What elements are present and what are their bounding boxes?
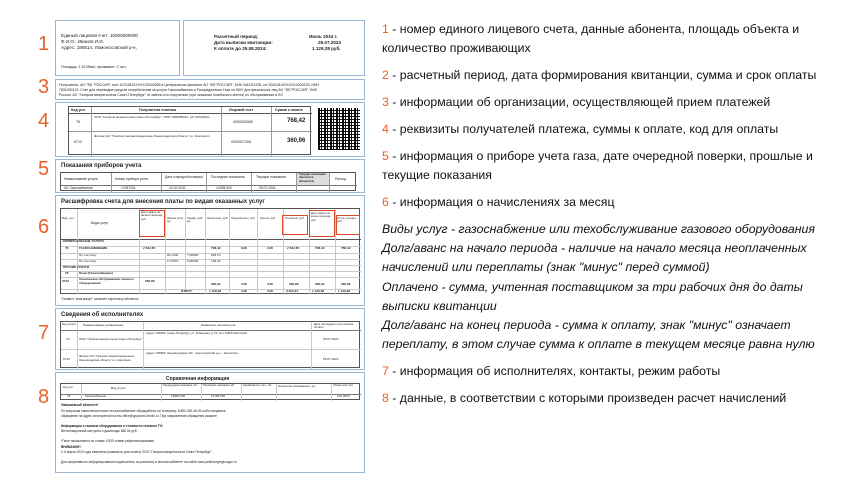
ch-r1-benefits: 0,00 [267,246,274,250]
pay-label: К оплате до 25.08.2024: [214,46,267,51]
legend-item-2 [382,66,842,85]
legend-num-4: 4 [382,122,389,137]
executors-table [60,321,360,368]
ex-r1-name: ООО "Газпром межрегионгаз Санкт-Петербург" [79,337,143,341]
highlight-total [336,215,360,235]
ch-r3-service: По счетчику [79,259,97,263]
ch-r1-total: 768,42 [341,246,351,250]
ref-col-volume: Объем услуг, м3 [333,384,353,387]
ch-total-paid: 3 003,31 [286,289,299,293]
row1-recipient: ООО "Газпром межрегионгаз Санкт-Петербург", ИНН 7838056212, р/с 40702810... [94,115,212,119]
ch-total-charged: 1 129,38 [209,289,222,293]
ex-col-info: Реквизиты исполнителя [201,323,236,327]
issue-value: 29.07.2024 [318,40,341,45]
period-value: Июль 2024 г. [309,34,338,39]
ch-total-benefits: 0,00 [267,289,274,293]
pay-value: 1 129,38 руб. [312,46,341,51]
notice-line-2: обращение на адрес электронной почты office@gazprom-lenobl.ru. При направлении обращения укажите [61,414,217,418]
ex-r2-info: Адрес: 188480, Ленинградская обл., Кингисеппский р-н, г. Кингисепп... [146,351,241,355]
ch-col-code: Вид. усл. [62,216,75,220]
ref-row-service: Газоснабжение [85,394,107,398]
ch-col-tariff: Тариф, руб/ед. [187,216,203,224]
notice-line-1: По вопросам начисления платы за газоснабжение обращайтесь по телефону: 8-800-302-46-94 либо направьте [61,409,226,413]
notice-line-8: Для оперативного информирования подпишитесь на рассылку в личном кабинете на сайте www.peterburgregiongaz.ru [61,460,237,464]
legend-num-8: 8 [382,390,389,405]
ref-col-last: Последние показания, м3 [203,384,235,387]
legend-item-1 [382,20,842,58]
ch-col-volume: Объем услуг, ед. [167,216,184,224]
charges-title: Расшифровка счета для внесения платы по видам оказанных услуг [61,199,265,205]
ch-r3-tariff: 8,38430 [187,259,199,263]
ch-r1-paid: 2 642,35 [287,246,300,250]
ex-col-date: Дата последнего поступления оплаты [314,322,354,330]
ch-r5-total: 360,96 [341,282,351,286]
legend-text-4: - реквизиты получателей платежа, суммы к оплате, код для оплаты [388,122,779,137]
org-text-2: 7831000122. Счет для переводов средств потребителям за услуги Газоснабжения и Распределения Газа по ЖКУ для физических лиц АО "ФБ"РОССИЯ", БИК [59,88,317,92]
charges-table [60,208,360,294]
col-sum: Сумма к оплате [275,108,304,112]
ref-row-prev: 14800.000 [171,394,186,398]
ch-total-label: ИТОГО: [181,289,193,293]
block-3-organization [55,79,365,100]
ch-r5-recalc: 0,00 [241,282,248,286]
legend-num-2: 2 [382,68,389,83]
highlight-paid [282,215,308,235]
ch-section: КОММУНАЛЬНЫЕ УСЛУГИ [63,239,104,243]
notice-line-3: Информация о газовом оборудовании и стоимости газового ТО: [61,424,164,428]
charges-note: *Символ "знак минус" означает переплату абонента. [61,297,140,301]
row1-code: 76 [76,120,80,124]
meters-title: Показания приборов учета [61,163,142,169]
ch-r5-benefits: 0,00 [267,282,274,286]
block-8-reference [55,372,365,473]
ref-col-prev: Предыдущие показания, м3 [163,384,197,387]
ref-row-code: 76 [67,394,71,398]
ch-r5-charged: 360,96 [211,282,221,286]
legend [382,20,842,416]
legend-text-5: - информация о приборе учета газа, дате очередной поверки, прошлые и текущие показания [382,149,813,183]
legend-italic-block [382,220,842,353]
block-1-account [55,20,180,76]
reference-table [60,383,360,400]
col-recipient: Получатели платежа [139,108,177,112]
ex-col-code: Код услуги [62,322,76,326]
legend-num-3: 3 [382,95,389,110]
ex-col-name: Наименование организации [83,323,124,327]
meter-col-service: Наименование услуги [64,177,98,181]
ch-col-debt-start: Долг/ аванс на начало периода, руб. [141,210,163,221]
ch-col-charged: Начислено, руб. [207,216,229,220]
executors-title: Сведения об исполнителях [61,312,144,318]
ch-r2-tariff: 7,60990 [187,253,199,257]
recipients-table [68,106,311,155]
meter-row-current: 05.07.2024 [259,186,276,190]
legend-text-7: - информация об исполнителях, контакты, режим работы [388,363,721,378]
meters-table [60,172,356,191]
meter-col-last: Последние показания [211,175,245,179]
name-line: Ф.И.О.: Иванов И.И. [61,39,104,44]
org-text-1: Получатель: АО "ФБ "РОССИЯ" счет 40702810ХХХХХ0000006 в Центральном филиале АО "ФБ"РОССИЯ", БИК 044ХХХ225, к/с 30101810ХХХХХ0000225, ИНН [59,83,319,87]
ch-col-recalc: Перерасчеты, руб. [231,216,256,220]
ch-r4-code: 76 [65,271,69,275]
ch-r3-charged: 148,26 [211,259,221,263]
legend-item-3 [382,93,842,112]
marker-3: 3 [38,76,50,98]
notice-line-5: *Пени начисляются по ставке 1/300 ставки рефинансирования [61,439,154,443]
row1-sum: 768,42 [287,118,306,124]
address-line: Адрес: 188514, Ломоносовский р-н, [61,45,137,50]
ex-r2-date: 05.07.2024 [323,357,339,361]
block-6-charges [55,195,365,306]
reference-title: Справочная информация [166,376,230,382]
ch-r1-recalc: 0,00 [241,246,248,250]
legend-text-1: - номер единого лицевого счета, данные абонента, площадь объекта и количество проживающих [382,22,800,56]
ex-r1-date: 05.07.2024 [323,337,339,341]
legend-item-7 [382,362,842,381]
ch-col-benefits: Льготы, руб. [260,216,276,220]
legend-italic-2: Долг/аванс на начало периода - наличие на начало месяца неоплаченных начислений или переплаты (знак "минус" перед суммой) [382,241,807,275]
ch-r1-debt-end: 768,42 [315,246,325,250]
ch-total-recalc: 0,00 [241,289,248,293]
block-4-recipients [55,102,365,157]
meter-row-check: 02.02.2032 [169,186,186,190]
area-line: Площадь: 1 М.2Мм2; проживает: 2 чел. [61,65,127,69]
ch-r1-debt-start: 2 642,35 [143,246,156,250]
ch-r1-service: ГАЗОСНАБЖЕНИЕ [79,246,108,250]
ch-r2-charged: 625,10 [211,253,221,257]
ch-section-2: ПРОЧИЕ УСЛУГИ [63,265,90,269]
org-text-3: Россия. АО "Газпром межрегионгаз Санкт-Петербург" от имени и по поручению (при оказании платёжного агента) по обслуживанию в ЛО [59,93,283,97]
meter-row-last: 14788.000 [216,186,232,190]
issue-label: Дата выписки квитанции: [214,40,273,45]
col-code: Код усл. [71,108,86,112]
ch-col-service: Виды услуг [91,221,109,225]
block-5-meters [55,159,365,193]
block-7-executors [55,308,365,370]
marker-7: 7 [38,322,50,344]
ch-r3-volume: 17,5970 [167,259,179,263]
meter-row-number: 17057331 [121,186,136,190]
legend-item-4 [382,120,842,139]
row2-code: 6712 [74,140,82,144]
ref-col-people: Количество проживающих, чел. [278,385,317,388]
ch-r2-volume: 82,1430 [167,253,179,257]
row2-recipient: Филиал АО "Газпром газораспределение Ленинградская область" в г. Кингисепп [94,134,210,138]
ch-total-sum: 1 129,38 [338,289,351,293]
notice-line-4: Вентиляционный контроль и дымоходы 656,04 руб. [61,429,138,433]
legend-italic-3: Оплачено - сумма, учтенная поставщиком за три рабочих дня до даты выписки квитанции [382,279,803,313]
legend-num-1: 1 [382,22,389,36]
notice-title: Уважаемый абонент! [61,403,99,407]
marker-5: 5 [38,158,50,180]
meter-row-service: 06. Газоснабжение [64,186,93,190]
legend-text-3: - информации об организации, осуществляющей прием платежей [388,95,771,110]
legend-italic-1: Виды услуг - газоснабжение или техобслуживание газового оборудования [382,222,815,237]
ex-r2-code: 6712 [63,357,70,361]
ch-r5-code: 6712 [62,279,69,283]
marker-6: 6 [38,216,50,238]
ex-r1-info: Адрес: 196006, Санкт-Петербург, ул. Кубинская, д.73; Тел. 8-800-200-13-60... [146,331,249,335]
ch-r4-service: Пени (Газоснабжение) [79,271,113,275]
highlight-debt-end [309,210,335,237]
marker-1: 1 [38,33,50,55]
meter-col-entered: Текущие показания Заносятся абонентом [299,172,326,183]
ch-col-debt-end: Долг/ аванс на конец периода, руб. [311,211,331,222]
ex-r1-code: 76 [66,337,70,341]
ch-r1-charged: 768,42 [211,246,221,250]
legend-num-5: 5 [382,149,389,164]
period-label: Расчетный период: [214,34,259,39]
ch-total-debt-end: 1 129,38 [312,289,325,293]
receipt-document [55,14,365,474]
highlight-debt-start [139,210,165,237]
ref-row-last: 14788.000 [211,394,226,398]
legend-item-6 [382,193,842,212]
legend-item-5 [382,147,842,185]
row2-sum: 360,96 [287,138,306,144]
meter-col-number: Номер прибора учета [115,177,149,181]
legend-num-7: 7 [382,363,389,378]
ch-r5-debt-start: 360,96 [145,279,155,283]
legend-item-8 [382,389,842,408]
col-account: Лицевой счет [229,108,254,112]
ref-col-code: Код усл. [63,385,74,389]
marker-4: 4 [38,110,50,132]
legend-italic-4: Долг/аванс на конец периода - сумма к оплату, знак "минус" означает переплату, в этом случае сумма к оплате в текущем месяце равна нулю [382,317,815,351]
meter-col-check: Дата очередной поверки [165,175,203,179]
ch-r2-service: По счетчику [79,253,97,257]
ch-r1-code: 76 [65,246,69,250]
notice-line-6: ВНИМАНИЕ! [61,445,81,449]
ref-col-service: Вид услуги [111,386,126,390]
qr-code-icon [318,108,360,150]
ref-col-norm: Норматив на 1 чел., м3 [243,384,272,387]
notice-line-7: С 6 марта 2024 года изменены реквизиты для оплаты ООО "Газпром межрегионгаз Санкт-Петербург". [61,450,213,454]
legend-text-6: - информация о начислениях за месяц [388,195,615,210]
ex-r2-name: Филиал АО "Газпром газораспределение Ленинградская область" в г. Кингисепп [79,354,135,362]
block-2-period [183,20,365,76]
meter-col-usage: Расход [335,177,346,181]
marker-8: 8 [38,386,50,408]
row1-account: 4000000550 [233,120,253,124]
legend-text-2: - расчетный период, дата формирования квитанции, сумма и срок оплаты [388,68,817,83]
ch-r5-service: Техническое обслуживание газового оборудования [79,277,134,285]
legend-num-6: 6 [382,195,389,210]
ch-r5-paid: 360,96 [289,282,299,286]
account-line: Единый лицевой счет: 10000000000 [61,33,138,38]
legend-text-8: - данные, в соответствии с которыми произведен расчет начислений [388,390,787,405]
ch-col-total: Итого к оплате, руб. [337,216,357,224]
ch-col-paid: Оплачено, руб. [285,216,305,220]
ch-r5-debt-end: 360,96 [315,282,325,286]
meter-col-current: Текущие показания [256,175,286,179]
ref-row-volume: 100.0000 [337,394,350,398]
row2-account: 0000027208 [231,140,251,144]
